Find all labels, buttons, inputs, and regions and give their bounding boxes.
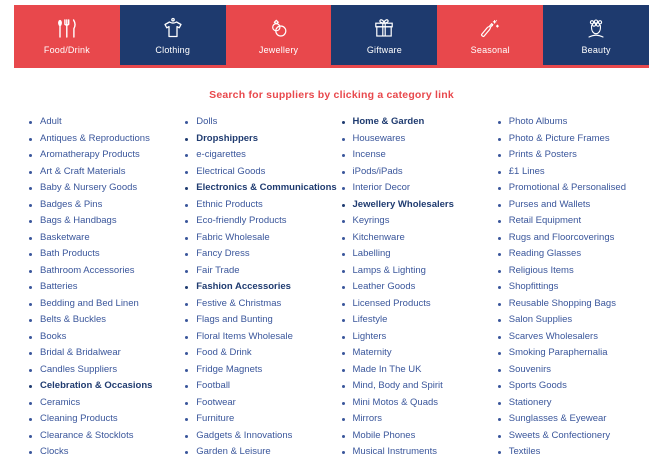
category-link-label: Fashion Accessories [196, 281, 291, 292]
category-link-label: Musical Instruments [352, 446, 437, 457]
category-columns [0, 114, 663, 461]
category-link[interactable] [497, 246, 653, 263]
category-link[interactable] [341, 213, 497, 230]
category-link[interactable] [497, 263, 653, 280]
category-link-label: Lamps & Lighting [352, 264, 426, 276]
category-link[interactable] [341, 378, 497, 395]
category-link-label: Basketware [40, 231, 90, 243]
category-link[interactable] [341, 197, 497, 214]
category-link[interactable] [28, 246, 184, 263]
tab-beauty[interactable] [543, 5, 649, 65]
category-link[interactable] [497, 114, 653, 131]
category-link-label: iPods/iPads [352, 165, 403, 177]
category-link-label: Keyrings [352, 215, 390, 226]
category-link[interactable] [341, 164, 497, 181]
category-link[interactable] [184, 279, 340, 296]
tab-seasonal[interactable] [437, 5, 543, 65]
category-link-label: e-cigarettes [196, 149, 246, 160]
category-column [497, 114, 653, 461]
category-link[interactable] [184, 213, 340, 230]
category-link[interactable] [341, 411, 497, 428]
category-link-label: Photo Albums [508, 116, 568, 127]
category-link[interactable] [341, 180, 497, 197]
category-link-label: Promotional & Personalised [508, 182, 626, 193]
category-column [184, 114, 340, 461]
category-link-label: Photo & Picture Frames [508, 132, 610, 144]
category-link-label: Shopfittings [508, 281, 559, 292]
category-link-label: Gadgets & Innovations [196, 429, 293, 441]
category-link[interactable] [184, 131, 340, 148]
category-link[interactable] [497, 147, 653, 164]
category-link-label: Purses and Wallets [508, 198, 591, 210]
category-link-label: Lighters [352, 330, 387, 342]
category-link[interactable] [184, 230, 340, 247]
category-link[interactable] [341, 230, 497, 247]
category-link[interactable] [184, 114, 340, 131]
category-link-label: Reusable Shopping Bags [508, 297, 616, 309]
category-link-label: Football [196, 380, 231, 391]
category-link[interactable] [28, 279, 184, 296]
category-link[interactable] [184, 180, 340, 197]
category-link-label: Batteries [40, 281, 78, 292]
category-link-label: Bedding and Bed Linen [40, 297, 139, 309]
category-link-label: Clearance & Stocklots [40, 429, 134, 441]
category-link-label: Celebration & Occasions [40, 380, 153, 391]
category-column [28, 114, 184, 461]
category-link-label: Mini Motos & Quads [352, 396, 439, 408]
cutlery-icon [54, 16, 80, 42]
category-link[interactable] [497, 312, 653, 329]
category-link-label: Fabric Wholesale [196, 231, 270, 243]
category-link[interactable] [28, 428, 184, 445]
category-link[interactable] [28, 296, 184, 313]
category-link[interactable] [28, 444, 184, 461]
tab-label: Clothing [155, 44, 191, 55]
category-link-label: Lifestyle [352, 314, 388, 325]
category-link[interactable] [184, 378, 340, 395]
category-link[interactable] [184, 411, 340, 428]
category-link-label: Jewellery Wholesalers [352, 198, 454, 210]
category-link[interactable] [341, 279, 497, 296]
category-link[interactable] [497, 197, 653, 214]
category-link-label: Baby & Nursery Goods [40, 182, 138, 193]
category-link[interactable] [497, 279, 653, 296]
category-link[interactable] [497, 296, 653, 313]
category-link[interactable] [497, 395, 653, 412]
category-link[interactable] [341, 147, 497, 164]
category-link-label: Floral Items Wholesale [196, 330, 293, 342]
category-link[interactable] [497, 329, 653, 346]
tab-clothing[interactable] [120, 5, 226, 65]
category-link-label: Flags and Bunting [196, 314, 273, 325]
category-link-label: Licensed Products [352, 297, 431, 309]
category-link-label: Sunglasses & Eyewear [508, 413, 607, 424]
tab-label: Food/Drink [43, 44, 90, 55]
category-link-label: Garden & Leisure [196, 446, 271, 457]
category-link[interactable] [28, 362, 184, 379]
champagne-icon [477, 16, 503, 42]
category-link-label: Eco-friendly Products [196, 215, 287, 226]
category-link[interactable] [497, 213, 653, 230]
category-link-label: Electronics & Communications [196, 182, 337, 193]
category-link[interactable] [28, 230, 184, 247]
category-link-label: Incense [352, 149, 386, 160]
tab-jewellery[interactable] [226, 5, 332, 65]
category-link[interactable] [184, 197, 340, 214]
category-link-label: Labelling [352, 248, 391, 259]
category-link[interactable] [341, 114, 497, 131]
category-link[interactable] [341, 444, 497, 461]
category-link[interactable] [497, 180, 653, 197]
tab-giftware[interactable] [331, 5, 437, 65]
category-link[interactable] [184, 312, 340, 329]
category-link-label: Reading Glasses [508, 248, 582, 259]
category-link-label: Adult [40, 116, 62, 127]
category-link-label: Mirrors [352, 413, 383, 424]
category-link[interactable] [497, 345, 653, 362]
category-link-label: Religious Items [508, 264, 574, 276]
category-link-label: Festive & Christmas [196, 297, 282, 309]
category-link[interactable] [28, 329, 184, 346]
category-link-label: Electrical Goods [196, 165, 266, 177]
category-link-label: Dolls [196, 116, 218, 127]
category-link-label: Bathroom Accessories [40, 264, 135, 276]
category-link[interactable] [341, 296, 497, 313]
category-link[interactable] [184, 263, 340, 280]
category-link[interactable] [28, 131, 184, 148]
category-link-label: Home & Garden [352, 116, 425, 127]
category-link[interactable] [28, 114, 184, 131]
category-tab-bar [14, 5, 649, 68]
category-link[interactable] [497, 411, 653, 428]
category-link[interactable] [184, 296, 340, 313]
category-link[interactable] [341, 428, 497, 445]
category-link-label: Ethnic Products [196, 198, 263, 210]
category-link[interactable] [28, 164, 184, 181]
tab-label: Jewellery [258, 44, 299, 55]
category-link-label: Maternity [352, 347, 392, 358]
category-link[interactable] [184, 362, 340, 379]
category-link-label: Kitchenware [352, 231, 405, 243]
category-link[interactable] [497, 444, 653, 461]
category-link-label: Food & Drink [196, 347, 252, 358]
category-link[interactable] [28, 263, 184, 280]
category-link-label: Clocks [40, 446, 69, 457]
category-link-label: Furniture [196, 413, 235, 424]
category-link-label: Souvenirs [508, 363, 551, 375]
category-link-label: Smoking Paraphernalia [508, 347, 608, 358]
category-link-label: Aromatherapy Products [40, 149, 140, 160]
category-link-label: Antiques & Reproductions [40, 132, 150, 144]
category-link-label: Scarves Wholesalers [508, 330, 598, 342]
category-link-label: Housewares [352, 132, 406, 144]
category-link-label: Belts & Buckles [40, 314, 106, 325]
tab-label: Giftware [366, 44, 402, 55]
category-link-label: Retail Equipment [508, 215, 582, 226]
category-link-label: Textiles [508, 446, 541, 457]
rings-icon [266, 16, 292, 42]
category-link-label: Badges & Pins [40, 198, 103, 210]
category-link-label: Dropshippers [196, 132, 259, 144]
category-link-label: Stationery [508, 396, 552, 408]
category-link[interactable] [28, 197, 184, 214]
tshirt-icon [160, 16, 186, 42]
category-link-label: Candles Suppliers [40, 363, 118, 375]
tab-label: Beauty [581, 44, 611, 55]
category-link[interactable] [184, 395, 340, 412]
category-link[interactable] [497, 230, 653, 247]
category-link-label: Fancy Dress [196, 248, 250, 259]
category-link-label: Fridge Magnets [196, 363, 263, 375]
category-link-label: Leather Goods [352, 281, 416, 292]
category-link[interactable] [497, 362, 653, 379]
category-link-label: Salon Supplies [508, 314, 573, 325]
category-link-label: Ceramics [40, 396, 81, 408]
category-link[interactable] [497, 378, 653, 395]
category-link[interactable] [497, 131, 653, 148]
category-link-label: Books [40, 330, 67, 342]
category-link[interactable] [341, 246, 497, 263]
tab-label: Seasonal [470, 44, 510, 55]
category-link[interactable] [28, 378, 184, 395]
category-link-label: Rugs and Floorcoverings [508, 231, 615, 243]
category-link[interactable] [341, 131, 497, 148]
category-column [341, 114, 497, 461]
page-title: Search for suppliers by clicking a category link [209, 89, 454, 101]
category-link[interactable] [341, 329, 497, 346]
category-link-label: Mind, Body and Spirit [352, 380, 443, 391]
category-link-label: £1 Lines [508, 165, 545, 177]
category-link[interactable] [497, 164, 653, 181]
category-link-label: Bridal & Bridalwear [40, 347, 121, 358]
category-link[interactable] [184, 329, 340, 346]
tab-food-drink[interactable] [14, 5, 120, 65]
category-link-label: Bath Products [40, 248, 100, 259]
category-link-label: Prints & Posters [508, 149, 577, 160]
category-link[interactable] [184, 444, 340, 461]
category-link[interactable] [184, 164, 340, 181]
category-link[interactable] [28, 147, 184, 164]
category-link-label: Cleaning Products [40, 413, 118, 424]
category-link[interactable] [497, 428, 653, 445]
category-link[interactable] [184, 345, 340, 362]
category-link-label: Footwear [196, 396, 236, 408]
category-link-label: Bags & Handbags [40, 215, 117, 226]
beauty-icon [583, 16, 609, 42]
category-link[interactable] [28, 180, 184, 197]
category-link-label: Sports Goods [508, 380, 567, 391]
category-link[interactable] [184, 147, 340, 164]
category-link[interactable] [341, 312, 497, 329]
category-link[interactable] [341, 345, 497, 362]
category-link[interactable] [184, 246, 340, 263]
category-link[interactable] [28, 312, 184, 329]
category-link[interactable] [341, 395, 497, 412]
category-link-label: Mobile Phones [352, 429, 416, 441]
category-link-label: Sweets & Confectionery [508, 429, 611, 441]
category-link-label: Interior Decor [352, 182, 411, 193]
category-link-label: Art & Craft Materials [40, 165, 126, 177]
category-link[interactable] [28, 395, 184, 412]
category-link[interactable] [28, 411, 184, 428]
category-link[interactable] [184, 428, 340, 445]
category-link-label: Made In The UK [352, 363, 422, 375]
category-link[interactable] [341, 263, 497, 280]
category-link-label: Fair Trade [196, 264, 240, 276]
category-link[interactable] [28, 345, 184, 362]
category-link[interactable] [28, 213, 184, 230]
category-link[interactable] [341, 362, 497, 379]
gift-icon [371, 16, 397, 42]
